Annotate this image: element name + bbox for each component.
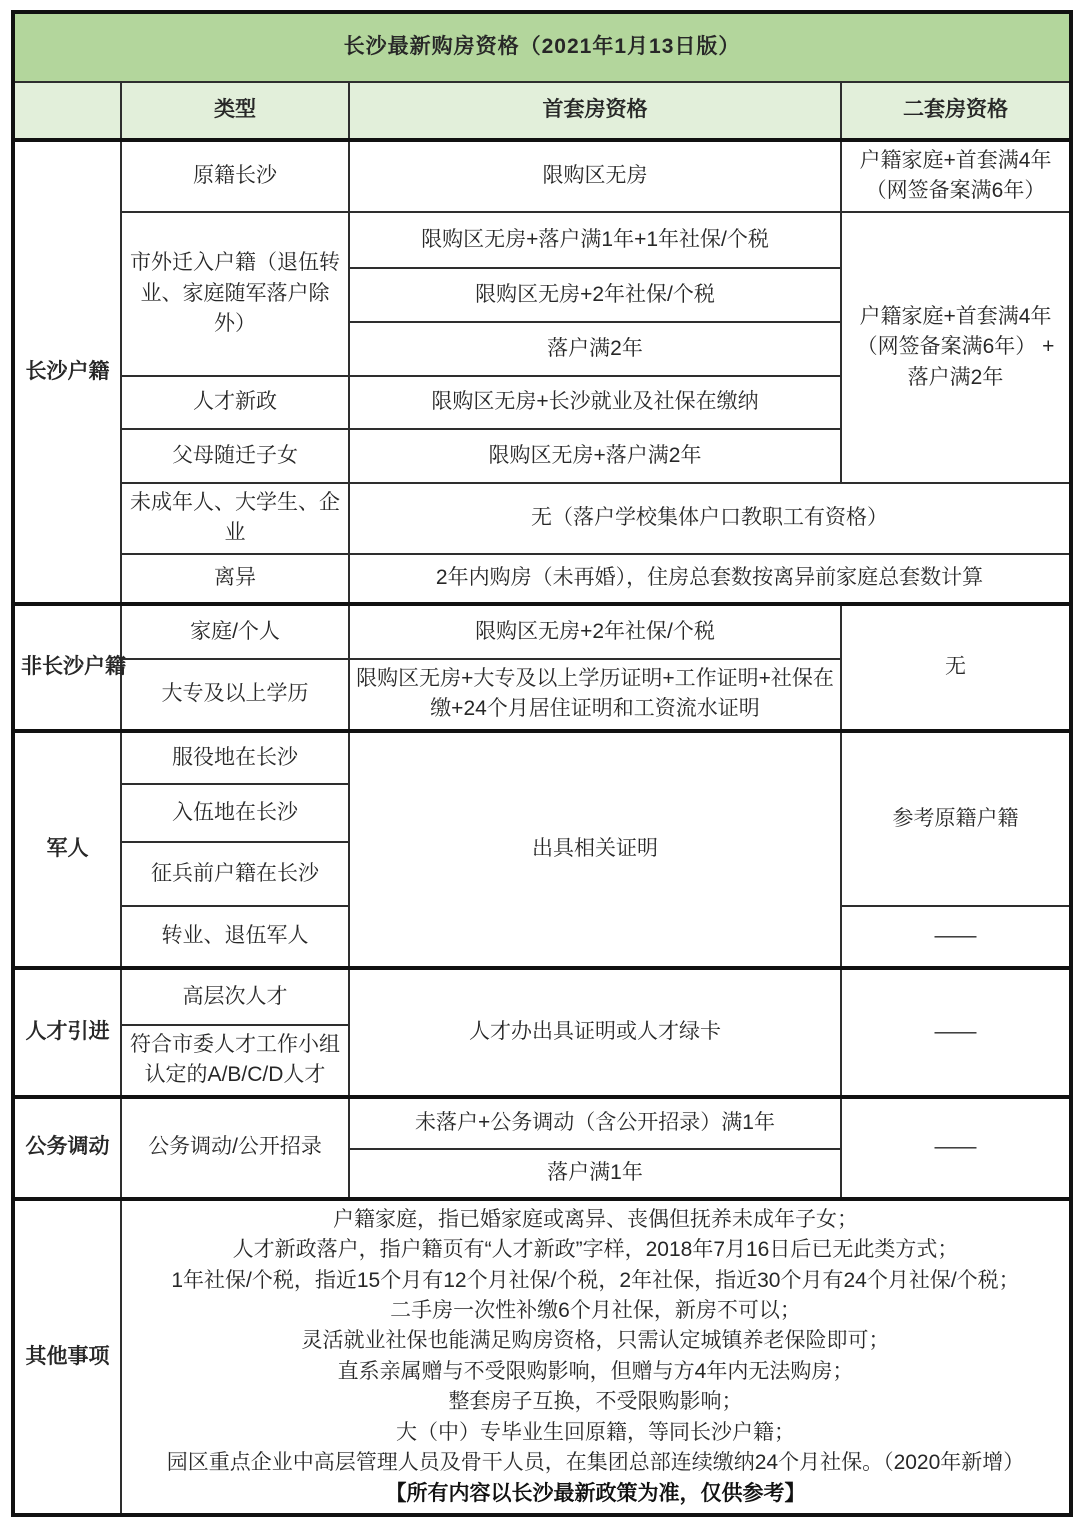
section-label-other-notes: 其他事项: [13, 1199, 121, 1515]
cell-civil-service-first-2: 落户满1年: [349, 1149, 841, 1199]
cell-parents-first: 限购区无房+落户满2年: [349, 429, 841, 483]
qualification-table: [11, 10, 1073, 1517]
col-header-first-home: 首套房资格: [349, 82, 841, 140]
cell-talent-intro-first-merged: 人才办出具证明或人才绿卡: [349, 968, 841, 1097]
table-row: [13, 1097, 1071, 1149]
cell-civil-service-type: 公务调动/公开招录: [121, 1097, 349, 1199]
notes-disclaimer: 【所有内容以长沙最新政策为准，仅供参考】: [385, 1481, 806, 1505]
col-header-category: [13, 82, 121, 140]
table-row: [13, 554, 1071, 604]
cell-talent-intro-row-1: 高层次人才: [121, 968, 349, 1025]
note-line: 二手房一次性补缴6个月社保，新房不可以；: [390, 1298, 801, 1322]
cell-military-row-4: 转业、退伍军人: [121, 906, 349, 968]
cell-migrated-type: 市外迁入户籍（退伍转业、家庭随军落户除外）: [121, 212, 349, 376]
note-line: 大（中）专毕业生回原籍，等同长沙户籍；: [396, 1420, 795, 1444]
page-title: 长沙最新购房资格（2021年1月13日版）: [13, 12, 1071, 82]
section-label-non-changsha-hukou: 非长沙户籍: [13, 604, 121, 731]
table-row: [13, 604, 1071, 659]
cell-college-type: 大专及以上学历: [121, 659, 349, 731]
note-line: 人才新政落户，指户籍页有“人才新政”字样，2018年7月16日后已无此类方式；: [232, 1238, 959, 1262]
col-header-second-home: 二套房资格: [841, 82, 1071, 140]
cell-non-changsha-second-merged: 无: [841, 604, 1071, 731]
cell-minors-type: 未成年人、大学生、企业: [121, 483, 349, 554]
table-row: [13, 483, 1071, 554]
cell-family-type: 家庭/个人: [121, 604, 349, 659]
cell-military-first-merged: 出具相关证明: [349, 731, 841, 968]
section-label-changsha-hukou: 长沙户籍: [13, 140, 121, 604]
cell-minors-rule: 无（落户学校集体户口教职工有资格）: [349, 483, 1071, 554]
table-row: [13, 1199, 1071, 1515]
note-line: 1年社保/个税，指近15个月有12个月社保/个税，2年社保，指近30个月有24个月社保/个税；: [171, 1268, 1020, 1292]
cell-military-row-2: 入伍地在长沙: [121, 784, 349, 842]
cell-civil-service-second-merged: ——: [841, 1097, 1071, 1199]
note-line: 灵活就业社保也能满足购房资格，只需认定城镇养老保险即可；: [301, 1329, 890, 1353]
cell-migrated-first-1: 限购区无房+落户满1年+1年社保/个税: [349, 212, 841, 268]
header-row: [13, 82, 1071, 140]
section-label-military: 军人: [13, 731, 121, 968]
cell-talent-policy-type: 人才新政: [121, 376, 349, 429]
col-header-type: 类型: [121, 82, 349, 140]
cell-talent-intro-second-merged: ——: [841, 968, 1071, 1097]
cell-native-first: 限购区无房: [349, 140, 841, 212]
cell-military-second-top: 参考原籍户籍: [841, 731, 1071, 906]
table-row: [13, 140, 1071, 212]
cell-military-row-3: 征兵前户籍在长沙: [121, 842, 349, 906]
cell-divorced-type: 离异: [121, 554, 349, 604]
cell-migrated-first-3: 落户满2年: [349, 322, 841, 376]
section-label-civil-service: 公务调动: [13, 1097, 121, 1199]
note-line: 园区重点企业中高层管理人员及骨干人员，在集团总部连续缴纳24个月社保。（2020年新增）: [166, 1451, 1025, 1475]
table-row: [13, 731, 1071, 784]
section-label-talent-introduction: 人才引进: [13, 968, 121, 1097]
cell-civil-service-first-1: 未落户+公务调动（含公开招录）满1年: [349, 1097, 841, 1149]
table-row: [13, 968, 1071, 1025]
cell-parents-type: 父母随迁子女: [121, 429, 349, 483]
cell-migrated-second-merged: 户籍家庭+首套满4年（网签备案满6年） + 落户满2年: [841, 212, 1071, 483]
cell-military-second-bottom: ——: [841, 906, 1071, 968]
note-line: 户籍家庭，指已婚家庭或离异、丧偶但抚养未成年子女；: [333, 1207, 858, 1231]
title-row: [13, 12, 1071, 82]
note-line: 直系亲属赠与不受限购影响，但赠与方4年内无法购房；: [337, 1359, 854, 1383]
cell-migrated-first-2: 限购区无房+2年社保/个税: [349, 268, 841, 322]
cell-military-row-1: 服役地在长沙: [121, 731, 349, 784]
cell-college-first: 限购区无房+大专及以上学历证明+工作证明+社保在缴+24个月居住证明和工资流水证明: [349, 659, 841, 731]
cell-native-type: 原籍长沙: [121, 140, 349, 212]
cell-talent-policy-first: 限购区无房+长沙就业及社保在缴纳: [349, 376, 841, 429]
table-row: [13, 212, 1071, 268]
cell-family-first: 限购区无房+2年社保/个税: [349, 604, 841, 659]
cell-native-second: 户籍家庭+首套满4年（网签备案满6年）: [841, 140, 1071, 212]
note-line: 整套房子互换，不受限购影响；: [448, 1390, 743, 1414]
cell-divorced-rule: 2年内购房（未再婚），住房总套数按离异前家庭总套数计算: [349, 554, 1071, 604]
notes-cell: [121, 1199, 1071, 1515]
cell-talent-intro-row-2: 符合市委人才工作小组认定的A/B/C/D人才: [121, 1025, 349, 1097]
